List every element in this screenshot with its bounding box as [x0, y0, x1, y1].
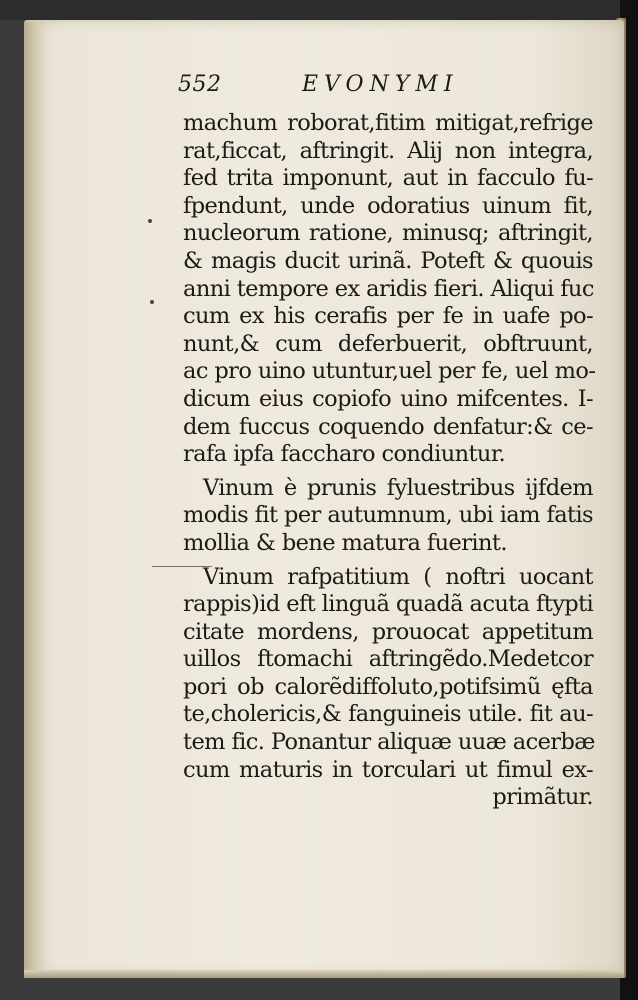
text-line: nucleorum ratione, minusq; aftringit,	[183, 220, 593, 247]
paragraph-line: tem fic. Ponantur aliquæ uuæ acerbæ	[183, 729, 595, 756]
page-header	[178, 72, 598, 106]
background-top	[0, 0, 638, 20]
running-head: EVONYMI	[302, 72, 459, 97]
margin-dot	[150, 300, 154, 304]
text-line: fed trita imponunt, aut in facculo fu-	[183, 165, 593, 192]
text-line: nunt,& cum deferbuerit, obftruunt,	[183, 330, 593, 357]
paragraph-line: Vinum è prunis fyluestribus ijfdem	[203, 474, 593, 501]
paragraph-line: cum maturis in torculari ut fimul ex-	[183, 756, 593, 783]
text-line: machum roborat,fitim mitigat,refrige	[183, 110, 593, 136]
text-line: dicum eius copiofo uino mifcentes. I-	[183, 385, 593, 412]
text-line: rat,ficcat, aftringit. Alij non integra,	[183, 137, 593, 164]
paragraph-line: mollia & bene matura fuerint.	[183, 529, 507, 556]
paragraph-line: citate mordens, prouocat appetitum	[183, 618, 593, 645]
page-gutter-shadow	[24, 22, 46, 976]
main-text	[183, 110, 603, 812]
text-line: ac pro uino utuntur,uel per fe, uel mo-	[183, 358, 596, 385]
paragraph-line: primãtur.	[492, 784, 593, 811]
text-line: dem fuccus coquendo denfatur:& ce-	[183, 413, 593, 440]
text-line: fpendunt, unde odoratius uinum fit,	[183, 192, 593, 219]
text-line: cum ex his cerafis per fe in uafe po-	[183, 303, 593, 330]
page-bottom-edge	[24, 970, 624, 978]
margin-dot	[148, 219, 152, 223]
paragraph-line: uillos ftomachi aftringẽdo.Medetcor	[183, 646, 593, 673]
text-line: rafa ipfa faccharo condiuntur.	[183, 441, 506, 468]
text-line: anni tempore ex aridis fieri. Aliqui fuc	[183, 275, 594, 302]
page-number: 552	[178, 72, 222, 97]
paragraph-line: pori ob calorẽdiffoluto,potifsimũ ęfta	[183, 673, 593, 700]
paragraph-line: te,cholericis,& fanguineis utile. fit au-	[183, 701, 593, 728]
text-line: & magis ducit urinã. Poteft & quouis	[183, 247, 593, 274]
paragraph-line: Vinum rafpatitium ( noftri uocant	[203, 563, 593, 590]
paragraph-line: rappis)id eft linguã quadã acuta ftypti	[183, 591, 594, 618]
paragraph-line: modis fit per autumnum, ubi iam fatis	[183, 502, 593, 529]
